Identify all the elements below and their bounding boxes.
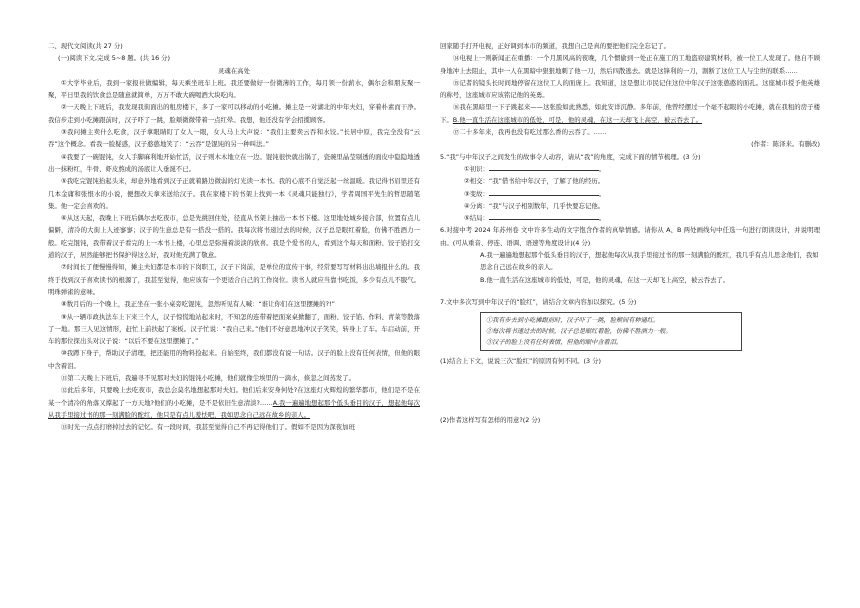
question-5: 5.“我”与中年汉子之间发生的故事令人动容，请从“我”的角度，完成下面的情节梳理。(3 分) xyxy=(440,152,701,161)
q6-option-a: A.我一遍遍地想起那个低头垂目的汉子，想起他每次从我手里接过书的那一刻满脸的酡红，我几乎有点儿思念他们，我如思念自己远在故乡的亲人。 xyxy=(480,251,819,272)
q5-item-3: ③变故： 。 xyxy=(464,189,606,198)
paragraph-16 xyxy=(440,101,820,126)
paragraph-9: ⑨从一辆市政执法车上下来三个人，汉子惊慌地站起来时，不知怎的连带着把面案桌掀翻了，面粉、饺子馅、作料、青菜等散落了一地。那三人见这情形，赶忙上前扶起了案板。汉子忙说：“我自己来。”他们不好意思地冲汉子笑笑，转身上了车。车启动前，开车的那位探出头对汉子说：“以后不要在这里摆摊了。” xyxy=(48,312,420,346)
paragraph-2: ②一天晚上下班后，我发现我街面出的租房楼下，多了一家可以移动的小吃摊。摊主是一对湖北的中年夫妇，穿着朴素而干净。我信步走到小吃摊跟前时，汉子吓了一跳，脸颊微微带着一点红晕。我想，他还没有学会招揽顾客。 xyxy=(48,103,420,124)
question-6: 6.对接中考 2024 年苏州卷 文中许多生动的文字饱含作者的真挚情感。请你从 A、B 两处画线句中任选一句进行朗读设计，并说明理由。(可从重音、停连、语调、语速等角度设计)(4 分) xyxy=(440,226,820,247)
answer-blank[interactable] xyxy=(489,188,599,196)
section-subheading: (一)阅读下文,完成 5~8 题。(共 16 分) xyxy=(58,54,171,63)
paragraph-15: ⑮记者的镜头长时间地停留在这位工人的面庞上。我知道，这是想让市民记住这位中年汉子这张憨憨的面孔。这座城市授予他英雄的称号，这座城市应该铭记他的英勇。 xyxy=(440,78,820,100)
section-heading: 二、现代文阅读(共 27 分) xyxy=(48,42,123,50)
question-7-1: (1)结合上下文，说说三次“脸红”的原因有何不同。(3 分) xyxy=(440,357,601,366)
paragraph-10: ⑩我蹲下身子，帮助汉子清理，把还能用的物料捡起来。自始至终，我们都没有说一句话。汉子的脸上没有任何表情，但他的眼中含着泪。 xyxy=(48,349,420,370)
paragraph-8: ⑧数月后的一个晚上，我正坐在一张小桌旁吃馄饨，忽然听见有人喊：“谁让你们在这里摆摊的?!” xyxy=(61,300,335,309)
underlined-sentence-b: B.他一直生活在这座城市的低处，可是，他的灵魂，在这一天却飞上高空，被云吞去了。 xyxy=(452,115,703,124)
excerpt-line-3: ③汉子的脸上没有任何表情，但他的眼中含着泪。 xyxy=(486,339,623,347)
paragraph-17: ⑰二十多年来，我再也没有吃过那么香的云吞了。…… xyxy=(453,128,607,137)
paragraph-1: ①大学毕业后，我到一家报社做编辑，每天乘坐班车上班。我还要做好一份微薄的工作，每月领一份薪水，偶尔会和朋友聚一聚，平日里我的饮食总是随意就简单，万万不敢大碗喝酒大块吃肉。 xyxy=(48,78,420,100)
question-7-2: (2)作者这样写有怎样的用意?(2 分) xyxy=(440,415,541,424)
paragraph-11: ⑪第二天晚上下班后，我遍寻不见那对夫妇的馄饨小吃摊，他们就像尘埃里的一滴水，倏忽之间蒸发了。 xyxy=(61,374,355,383)
excerpt-line-1: ①我有步去到小吃摊跟前时，汉子吓了一跳，脸颊间有种通红。 xyxy=(486,317,660,325)
answer-blank[interactable] xyxy=(489,212,599,220)
question-7: 7.文中多次写到中年汉子的“脸红”，请结合文章内容加以探究。(5 分) xyxy=(440,297,637,306)
article-source: (作者：陈泽来。有删改) xyxy=(751,140,820,149)
q5-item-1-label: ①初识： xyxy=(464,164,489,173)
excerpt-line-2: ②每次将书递过去的时候，汉子总是眼红着脸，仿佛不胜酒力一般。 xyxy=(486,328,672,336)
paragraph-14: ⑭电视上一则新闻正在重播：一个月黑风高的夜晚，几个惯偷到一处正在施工的工地盗窃建筑材料，被一位工人发现了。他自不顾身地冲上去阻止，其中一人在黑暗中狠狠地刺了他一刀，然后四散逃去。就是这锋利的一刀，割断了这位工人与尘世的联系…… xyxy=(440,54,820,75)
paragraph-6: ⑥从这天起，我晚上下班后偶尔去吃夜市，总是先挑回住处，径直从书架上抽出一本书下楼。这里地处城乡接合部，位置有点儿偏僻，清冷的大街上人迹寥寥；汉子的生意总是有一搭没一搭的。我每次将书递过去的时候，汉子总是眼红着脸，仿佛不胜酒力一般。吃完馄饨，我带着汉子看完的上一本书上楼，心里总是弥漫着淡淡的欣喜。我是个爱书的人，看到这个每天和面粉、饺子馅打交道的汉子，居然能够把书保护得这么好，我对他充满了敬意。 xyxy=(48,214,420,260)
paragraph-13: ⑬时光一点点打磨掉过去的记忆。有一段时间，我甚至觉得自己不再记得他们了。假如不是因为深夜加班 xyxy=(61,423,355,432)
paragraph-3: ③我问摊主卖什么吃食，汉子拿眼睛盯了女人一眼，女人马上大声说：“我们主要卖云吞和水饺。”长居中原，我完全没有“云吞”这个概念。看我一脸疑惑，汉子憨憨地笑了：“云吞”是馄饨的另一种叫法。” xyxy=(48,128,420,149)
q6-option-b: B.他一直生活在这座城市的低处，可是，他的灵魂，在这一天却飞上高空，被云吞去了。 xyxy=(480,275,730,284)
handwritten-excerpt-box xyxy=(480,312,742,351)
article-title: 灵魂在高处 xyxy=(218,66,250,75)
q5-item-2: ②相交：“我”借书给中年汉子，了解了他的经历。 xyxy=(464,177,605,186)
left-column xyxy=(48,40,420,434)
paragraph-16-text: ⑯我在黑暗里一下子跳起来——这张脸如此熟悉，如此安详沉静。多年前，他曾经摆过一个毫不起眼的小吃摊，就在我租的房子楼下。 xyxy=(440,103,820,124)
q5-item-1: ①初识： 。 xyxy=(464,164,606,173)
q5-item-5: ⑤结局： 。 xyxy=(464,214,606,223)
answer-blank[interactable] xyxy=(489,163,599,171)
paragraph-13-continued: 回家随手打开电视，正好调到本市的频道，我想自己是真的要把他们完全忘记了。 xyxy=(440,42,671,50)
underlined-sentence-a: A.我一遍遍地想起那个低头垂目的汉子，想起他每次从我手里接过书的那一刻满脸的酡红，他只是有点儿羞怯吧，我如思念自己远在故乡的亲人。 xyxy=(48,398,420,419)
paragraph-7: ⑦时间长了便慢慢得知，摊主夫妇都是本市的下岗职工，汉子下岗前，是单位的宣传干事，经常要写写材料出出墙报什么的。我终于找到汉子喜欢读书的根源了，我甚至觉得，他应该有一个更适合自己的工作岗位。读书人就应当靠书吃饭，多少有点儿不服气。明珠弹雀的意味。 xyxy=(48,263,420,296)
q5-item-5-label: ⑤结局： xyxy=(464,214,489,223)
paragraph-12-text: ⑫此后多年，只要晚上去吃夜市，我总会莫名地想起那对夫妇。他们后来安身何处?在这座灯火辉煌的繁华都市，他们是不是在某一个清冷的角落又撑起了一方天地?他们的小吃摊，是不是依旧生意清淡?…… xyxy=(48,386,420,407)
paragraph-4: ④我要了一碗馄饨，女人手脚麻利地开始忙活，汉子则木木地立在一边。馄饨很快就出锅了，瓷碗里晶莹剔透的面皮中隐隐地透出一抹粉红，牛骨、虾皮熬成的汤底让人垂涎不已。 xyxy=(48,152,420,173)
paragraph-5: ⑤我吃完馄饨抬起头来，却意外地看到汉子正就着路边微弱的灯光读一本书。我的心底不自觉泛起一丝温暖。我记得书眉里还有几本金庸和张恨水的小说，便想改天拿来送给汉子。我在家楼下的书架上找到一本《灵魂只能独行》，学者周国平先生的哲思随笔集。他一定会喜欢的。 xyxy=(48,177,420,210)
q5-item-4: ④分离：“我”与汉子相别数年，几乎快要忘记他。 xyxy=(464,201,605,210)
paragraph-12 xyxy=(48,384,420,421)
right-column xyxy=(440,40,820,426)
q5-item-3-label: ③变故： xyxy=(464,189,489,198)
